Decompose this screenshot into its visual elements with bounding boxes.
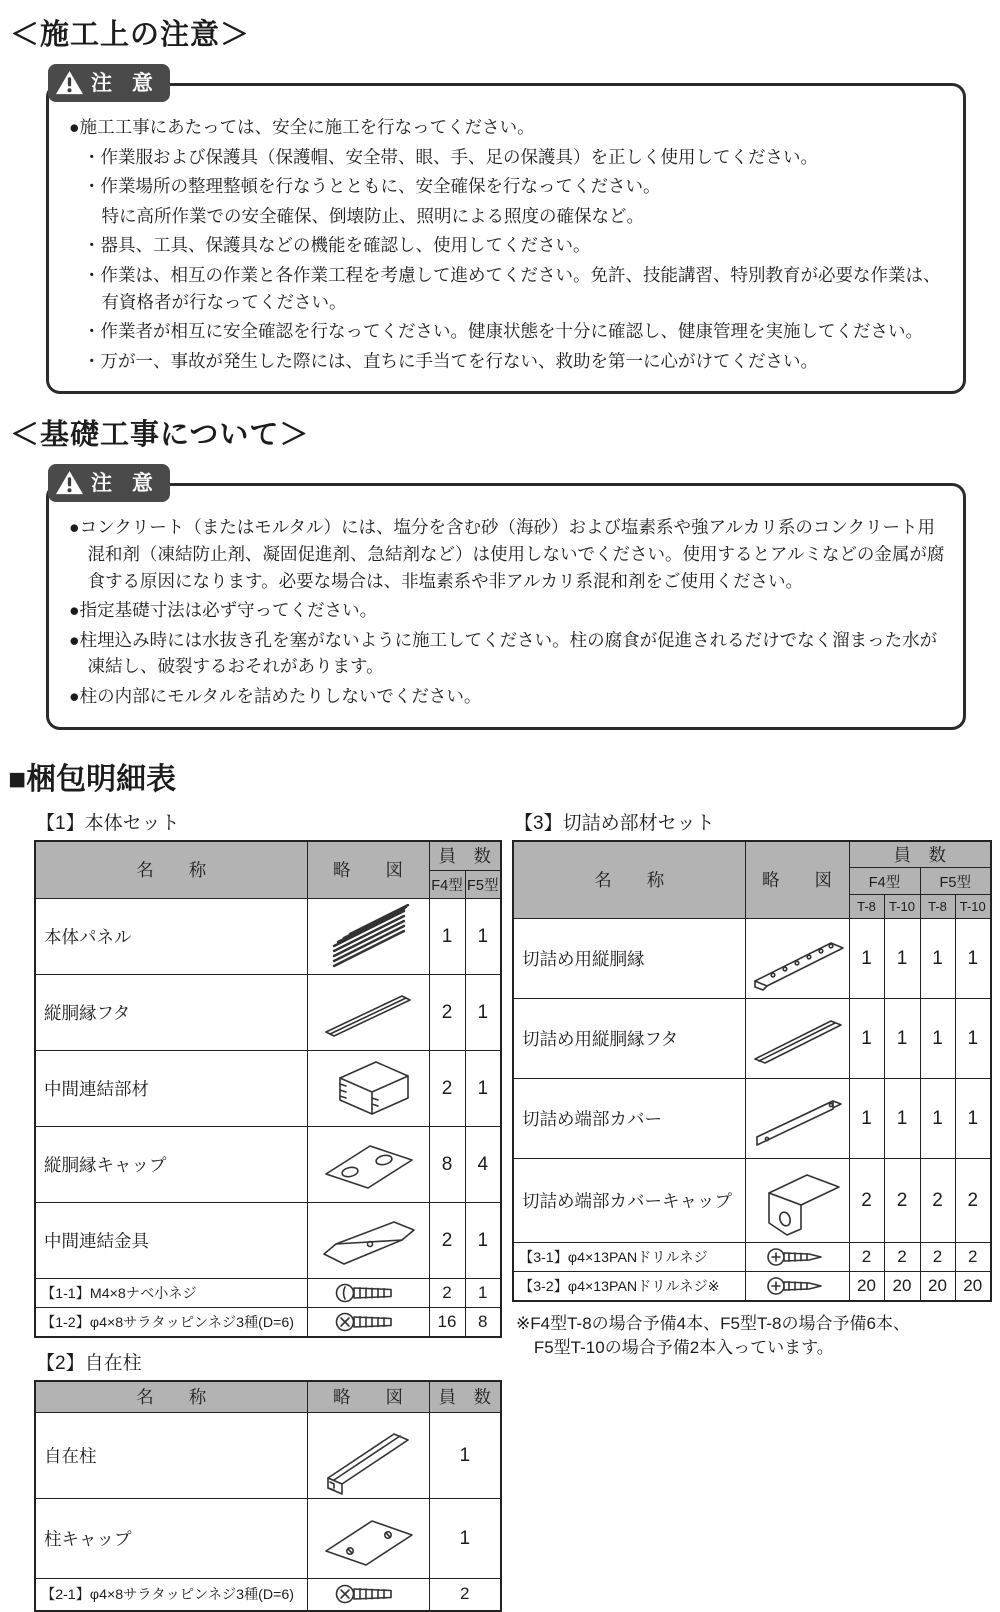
qty-cell: 2	[884, 1243, 920, 1272]
joint-channel-icon	[314, 1054, 422, 1124]
section-title-foundation: ＜基礎工事について＞	[10, 419, 310, 452]
table-row	[35, 1499, 501, 1579]
part-diagram	[307, 975, 429, 1051]
section-title-construction: ＜施工上の注意＞	[10, 19, 251, 51]
caution-label: 注 意	[91, 72, 160, 95]
table-row	[35, 1308, 501, 1337]
caution-line: ・作業場所の整理整頓を行なうとともに、安全確保を行なってください。	[83, 176, 661, 197]
qty-cell: 2	[955, 1159, 991, 1243]
packing-left-column	[34, 808, 500, 1612]
warning-triangle-icon	[55, 470, 84, 496]
part-name: 切詰め用縦胴縁	[513, 919, 745, 999]
caution-box-1-body	[46, 83, 966, 394]
table2-free-post	[34, 1380, 502, 1612]
pan-screw-icon	[333, 1281, 403, 1305]
col-header-diagram: 略 図	[307, 1381, 429, 1413]
part-diagram	[307, 1413, 429, 1499]
qty-cell: 2	[920, 1159, 955, 1243]
col-header-name: 名 称	[513, 841, 745, 919]
part-name: 【3-1】φ4×13PANドリルネジ	[513, 1243, 745, 1272]
part-name: 切詰め端部カバーキャップ	[513, 1159, 745, 1243]
table3-note	[516, 1312, 990, 1361]
qty-f4: 2	[429, 1203, 465, 1279]
part-diagram	[307, 1051, 429, 1127]
qty-cell: 1	[849, 1079, 884, 1159]
part-name: 中間連結部材	[35, 1051, 307, 1127]
part-name: 【1-1】M4×8ナベ小ネジ	[35, 1279, 307, 1308]
qty-f5: 1	[465, 1203, 501, 1279]
qty-f4: 2	[429, 975, 465, 1051]
qty-cell: 1	[920, 1079, 955, 1159]
qty-cell: 1	[849, 919, 884, 999]
warning-triangle-icon	[55, 70, 84, 96]
part-name: 柱キャップ	[35, 1499, 307, 1579]
part-diagram	[307, 1308, 429, 1337]
caution-line: ●コンクリート（またはモルタル）には、塩分を含む砂（海砂）および塩素系や強アルカリ系のコンクリート用混和剤（凍結防止剤、凝固促進剤、急結剤など）は使用しないでください。使用するとアルミなどの金属が腐食する原因になります。必要な場合は、非塩素系や非アルカリ系混和剤をご使用ください。	[69, 517, 945, 591]
table-row	[513, 1243, 991, 1272]
table2-caption: 【2】自在柱	[36, 1352, 142, 1374]
part-name: 縦胴縁フタ	[35, 975, 307, 1051]
qty-cell: 1	[884, 999, 920, 1079]
qty-cell: 20	[849, 1272, 884, 1301]
drill-screw-icon	[765, 1245, 829, 1269]
part-name: 中間連結金具	[35, 1203, 307, 1279]
table-row	[35, 1051, 501, 1127]
qty-cell: 1	[955, 919, 991, 999]
part-name: 【1-2】φ4×8サラタッピンネジ3種(D=6)	[35, 1308, 307, 1337]
note-line: F5型T-10の場合予備2本入っています。	[533, 1338, 834, 1358]
table-row	[35, 1279, 501, 1308]
joint-bracket-icon	[314, 1208, 422, 1274]
cover-strip-icon	[314, 980, 422, 1046]
qty-f5: 1	[465, 1279, 501, 1308]
part-diagram	[745, 1272, 849, 1301]
note-line: ※F4型T-8の場合予備4本、F5型T-8の場合予備6本、	[516, 1313, 910, 1333]
caution-line: ・万が一、事故が発生した際には、直ちに手当てを行ない、救助を第一に心がけてください。	[83, 350, 818, 371]
caution-line: 特に高所作業での安全確保、倒壊防止、照明による照度の確保など。	[101, 205, 645, 226]
table-row	[513, 999, 991, 1079]
packing-tables	[34, 808, 990, 1612]
qty-cell: 1	[920, 919, 955, 999]
qty-cell: 2	[920, 1243, 955, 1272]
flat-screw-icon	[333, 1582, 403, 1606]
part-name: 【3-2】φ4×13PANドリルネジ※	[513, 1272, 745, 1301]
part-name: 【2-1】φ4×8サラタッピンネジ3種(D=6)	[35, 1579, 307, 1611]
table-row	[35, 975, 501, 1051]
col-header-name: 名 称	[35, 841, 307, 899]
post-cap-icon	[314, 1503, 422, 1575]
table3-caption: 【3】切詰め部材セット	[514, 812, 715, 834]
part-diagram	[307, 899, 429, 975]
caution-line: ●指定基礎寸法は必ず守ってください。	[69, 600, 378, 621]
caution-line: ●施工工事にあたっては、安全に施工を行なってください。	[69, 117, 535, 137]
part-name: 本体パネル	[35, 899, 307, 975]
qty-cell: 20	[884, 1272, 920, 1301]
part-diagram	[745, 1243, 849, 1272]
end-angle-icon	[747, 1083, 847, 1155]
col-header-qty: 員 数	[849, 841, 991, 868]
table-row	[35, 1579, 501, 1611]
qty-cell: 1	[429, 1413, 501, 1499]
part-name: 切詰め用縦胴縁フタ	[513, 999, 745, 1079]
caution-label: 注 意	[91, 472, 160, 496]
col-header-name: 名 称	[35, 1381, 307, 1413]
qty-f4: 16	[429, 1308, 465, 1337]
part-diagram	[307, 1499, 429, 1579]
qty-cell: 2	[849, 1243, 884, 1272]
qty-f5: 8	[465, 1308, 501, 1337]
part-diagram	[307, 1579, 429, 1611]
panel-stack-icon	[314, 904, 422, 970]
qty-cell: 1	[849, 999, 884, 1079]
col-header-f4: F4型	[429, 871, 465, 899]
qty-cell: 1	[884, 919, 920, 999]
part-diagram	[745, 919, 849, 999]
qty-cell: 1	[955, 1079, 991, 1159]
drill-screw-icon	[765, 1274, 829, 1298]
qty-f4: 1	[429, 899, 465, 975]
qty-cell: 20	[920, 1272, 955, 1301]
caution-line: ・作業者が相互に安全確認を行なってください。健康状態を十分に確認し、健康管理を実施してください。	[83, 321, 923, 342]
part-diagram	[745, 999, 849, 1079]
col-header-t8: T-8	[920, 895, 955, 919]
qty-f5: 1	[465, 899, 501, 975]
col-header-f4: F4型	[849, 868, 920, 895]
table3-cut-set	[512, 840, 992, 1302]
qty-cell: 1	[920, 999, 955, 1079]
col-header-diagram: 略 図	[307, 841, 429, 899]
caution-box-1	[46, 72, 966, 394]
table-row	[513, 1079, 991, 1159]
part-diagram	[307, 1279, 429, 1308]
qty-cell: 20	[955, 1272, 991, 1301]
caution-line: ・作業は、相互の作業と各作業工程を考慮して進めてください。免許、技能講習、特別教育が必要な作業は、有資格者が行なってください。	[83, 264, 941, 312]
qty-cell: 2	[884, 1159, 920, 1243]
caution-line: ・作業服および保護具（保護帽、安全帯、眼、手、足の保護具）を正しく使用してください。	[83, 146, 818, 167]
part-name: 自在柱	[35, 1413, 307, 1499]
part-diagram	[307, 1127, 429, 1203]
table1-main-set	[34, 840, 502, 1338]
part-diagram	[745, 1079, 849, 1159]
qty-cell: 1	[955, 999, 991, 1079]
qty-f4: 8	[429, 1127, 465, 1203]
table-row	[513, 1272, 991, 1301]
part-diagram	[745, 1159, 849, 1243]
qty-f4: 2	[429, 1051, 465, 1127]
qty-f5: 1	[465, 975, 501, 1051]
col-header-f5: F5型	[920, 868, 991, 895]
table-row	[513, 1159, 991, 1243]
col-header-f5: F5型	[465, 871, 501, 899]
part-diagram	[307, 1203, 429, 1279]
caution-box-2	[46, 472, 966, 729]
caution-line: ●柱の内部にモルタルを詰めたりしないでください。	[69, 685, 482, 706]
col-header-diagram: 略 図	[745, 841, 849, 919]
qty-cell: 2	[849, 1159, 884, 1243]
flat-screw-icon	[333, 1310, 403, 1334]
caution-box-2-body	[46, 483, 966, 729]
table1-caption: 【1】本体セット	[36, 812, 180, 834]
col-header-qty: 員 数	[429, 1381, 501, 1413]
cap-plate-icon	[314, 1132, 422, 1198]
col-header-t10: T-10	[884, 895, 920, 919]
qty-cell: 2	[955, 1243, 991, 1272]
table-row	[35, 899, 501, 975]
cover-strip-icon	[747, 1003, 847, 1075]
caution-badge	[48, 464, 170, 502]
qty-f5: 1	[465, 1051, 501, 1127]
col-header-qty: 員 数	[429, 841, 501, 871]
free-post-icon	[314, 1416, 422, 1496]
col-header-t8: T-8	[849, 895, 884, 919]
cap-bracket-icon	[747, 1161, 847, 1241]
table-row	[35, 1203, 501, 1279]
qty-cell: 2	[429, 1579, 501, 1611]
channel-holes-icon	[747, 923, 847, 995]
col-header-t10: T-10	[955, 895, 991, 919]
qty-f4: 2	[429, 1279, 465, 1308]
caution-badge	[48, 64, 170, 102]
table-row	[35, 1127, 501, 1203]
part-name: 切詰め端部カバー	[513, 1079, 745, 1159]
qty-cell: 1	[429, 1499, 501, 1579]
qty-f5: 4	[465, 1127, 501, 1203]
caution-line: ・器具、工具、保護具などの機能を確認し、使用してください。	[83, 235, 591, 256]
caution-line: ●柱埋込み時には水抜き孔を塞がないように施工してください。柱の腐食が促進されるだけでなく溜まった水が凍結し、破裂するおそれがあります。	[69, 629, 938, 677]
table-row	[513, 919, 991, 999]
qty-cell: 1	[884, 1079, 920, 1159]
table-row	[35, 1413, 501, 1499]
packing-list-title: ■梱包明細表	[8, 762, 177, 796]
part-name: 縦胴縁キャップ	[35, 1127, 307, 1203]
packing-right-column	[512, 808, 990, 1612]
